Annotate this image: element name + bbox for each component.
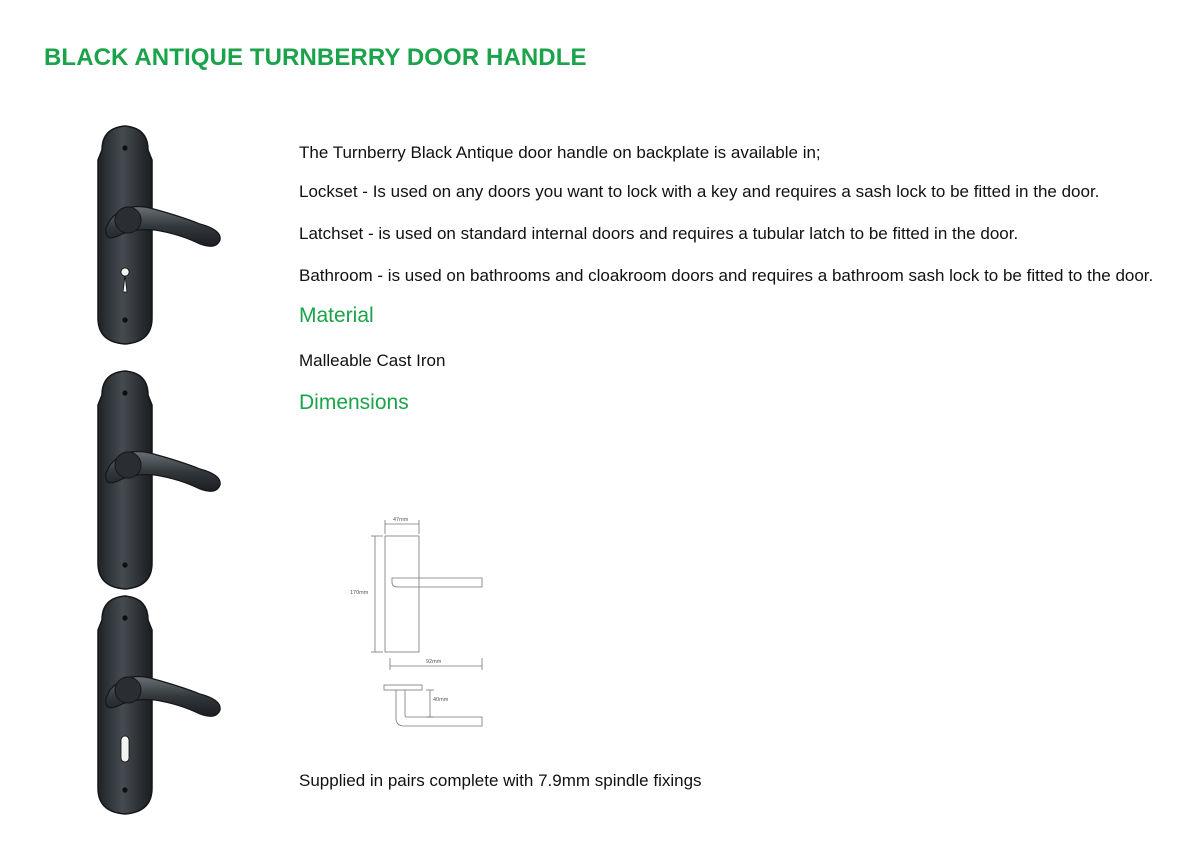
euro-cylinder-icon [121,736,129,762]
dimensions-heading: Dimensions [299,391,409,414]
height-label: 170mm [350,590,369,596]
bathroom-handle-image [70,590,240,822]
page-title: BLACK ANTIQUE TURNBERRY DOOR HANDLE [44,44,587,71]
lockset-description: Lockset - Is used on any doors you want to lock with a key and requires a sash lock to be fitted in the door. [299,182,1100,201]
supplied-note: Supplied in pairs complete with 7.9mm spindle fixings [299,771,702,790]
material-value: Malleable Cast Iron [299,351,446,370]
latchset-handle-image [70,365,240,597]
lockset-handle-image [70,120,240,352]
handle-gallery [70,120,240,820]
width-label: 47mm [393,517,409,523]
intro-text: The Turnberry Black Antique door handle on backplate is available in; [299,143,821,162]
latchset-description: Latchset - is used on standard internal doors and requires a tubular latch to be fitted in the door. [299,224,1019,243]
dimensions-diagram [340,510,500,735]
material-heading: Material [299,304,374,327]
depth-label: 40mm [433,697,449,703]
projection-label: 92mm [426,659,442,665]
description-block [299,138,1159,418]
bathroom-description: Bathroom - is used on bathrooms and cloakroom doors and requires a bathroom sash lock to be fitted to the door. [299,266,1154,285]
